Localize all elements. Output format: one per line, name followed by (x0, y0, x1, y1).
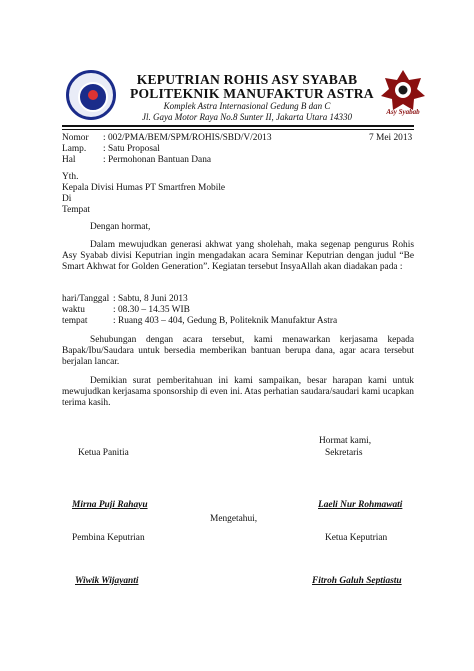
logo-caption: Asy Syabab (386, 108, 420, 116)
lamp-value: : Satu Proposal (103, 144, 160, 154)
recipient-name: Kepala Divisi Humas PT Smartfren Mobile (62, 183, 226, 193)
organization-logo-left (66, 70, 116, 120)
signature-title-secretary: Sekretaris (325, 448, 363, 458)
nomor-label: Nomor (62, 133, 89, 143)
signature-title-head: Ketua Keputrian (325, 533, 388, 543)
letter-date: 7 Mei 2013 (369, 133, 413, 143)
recipient-di: Di (62, 194, 72, 204)
institution-name: POLITEKNIK MANUFAKTUR ASTRA (130, 86, 374, 101)
header-rule-thick (62, 125, 414, 127)
body-paragraph-1: Dalam mewujudkan generasi akhwat yang sholehah, maka segenap pengurus Rohis Asy Syabab divisi Keputrian ingin mengadakan acara Seminar Keputrian dengan judul “Be Smart Akhwat for Golden Generation”. Kegiatan tersebut InsyaAllah akan diadakan pada : (62, 240, 414, 273)
signature-name-chair: Mirna Puji Rahayu (72, 500, 148, 510)
signature-name-advisor: Wiwik Wijayanti (75, 576, 139, 586)
event-date-value: : Sabtu, 8 Juni 2013 (113, 294, 188, 304)
closing-salutation: Hormat kami, (319, 436, 372, 446)
nomor-value: : 002/PMA/BEM/SPM/ROHIS/SBD/V/2013 (103, 133, 272, 143)
header-rule-thin (62, 129, 414, 130)
signature-name-head: Fitroh Galuh Septiastu (312, 576, 402, 586)
signature-title-chair: Ketua Panitia (78, 448, 129, 458)
address-line-2: Jl. Gaya Motor Raya No.8 Sunter II, Jakarta Utara 14330 (142, 112, 352, 122)
signature-name-secretary: Laeli Nur Rohmawati (318, 500, 403, 510)
lamp-label: Lamp. (62, 144, 87, 154)
asy-syabab-logo (375, 68, 431, 124)
event-place-value: : Ruang 403 – 404, Gedung B, Politeknik Manufaktur Astra (113, 316, 338, 326)
mengetahui-label: Mengetahui, (210, 514, 258, 524)
star-emblem-icon (375, 68, 431, 112)
event-time-label: waktu (62, 305, 85, 315)
address-line-1: Komplek Astra Internasional Gedung B dan C (163, 101, 331, 111)
event-date-label: hari/Tanggal (62, 294, 110, 304)
greeting: Dengan hormat, (90, 222, 151, 232)
recipient-tempat: Tempat (62, 205, 90, 215)
hal-label: Hal (62, 155, 76, 165)
org-name: KEPUTRIAN ROHIS ASY SYABAB (136, 72, 358, 87)
recipient-yth: Yth. (62, 172, 79, 182)
emblem-icon (78, 82, 108, 112)
body-paragraph-3: Demikian surat pemberitahuan ini kami sampaikan, besar harapan kami untuk mewujudkan kerjasama sponsorship di even ini. Atas perhatian saudara/saudari kami ucapkan terima kasih. (62, 376, 414, 409)
hal-value: : Permohonan Bantuan Dana (103, 155, 212, 165)
body-paragraph-2: Sehubungan dengan acara tersebut, kami menawarkan kerjasama kepada Bapak/Ibu/Saudara untuk bersedia memberikan bantuan berupa dana, agar acara tersebut berjalan lancar. (62, 335, 414, 368)
event-place-label: tempat (62, 316, 88, 326)
event-time-value: : 08.30 – 14.35 WIB (113, 305, 190, 315)
signature-title-advisor: Pembina Keputrian (72, 533, 145, 543)
